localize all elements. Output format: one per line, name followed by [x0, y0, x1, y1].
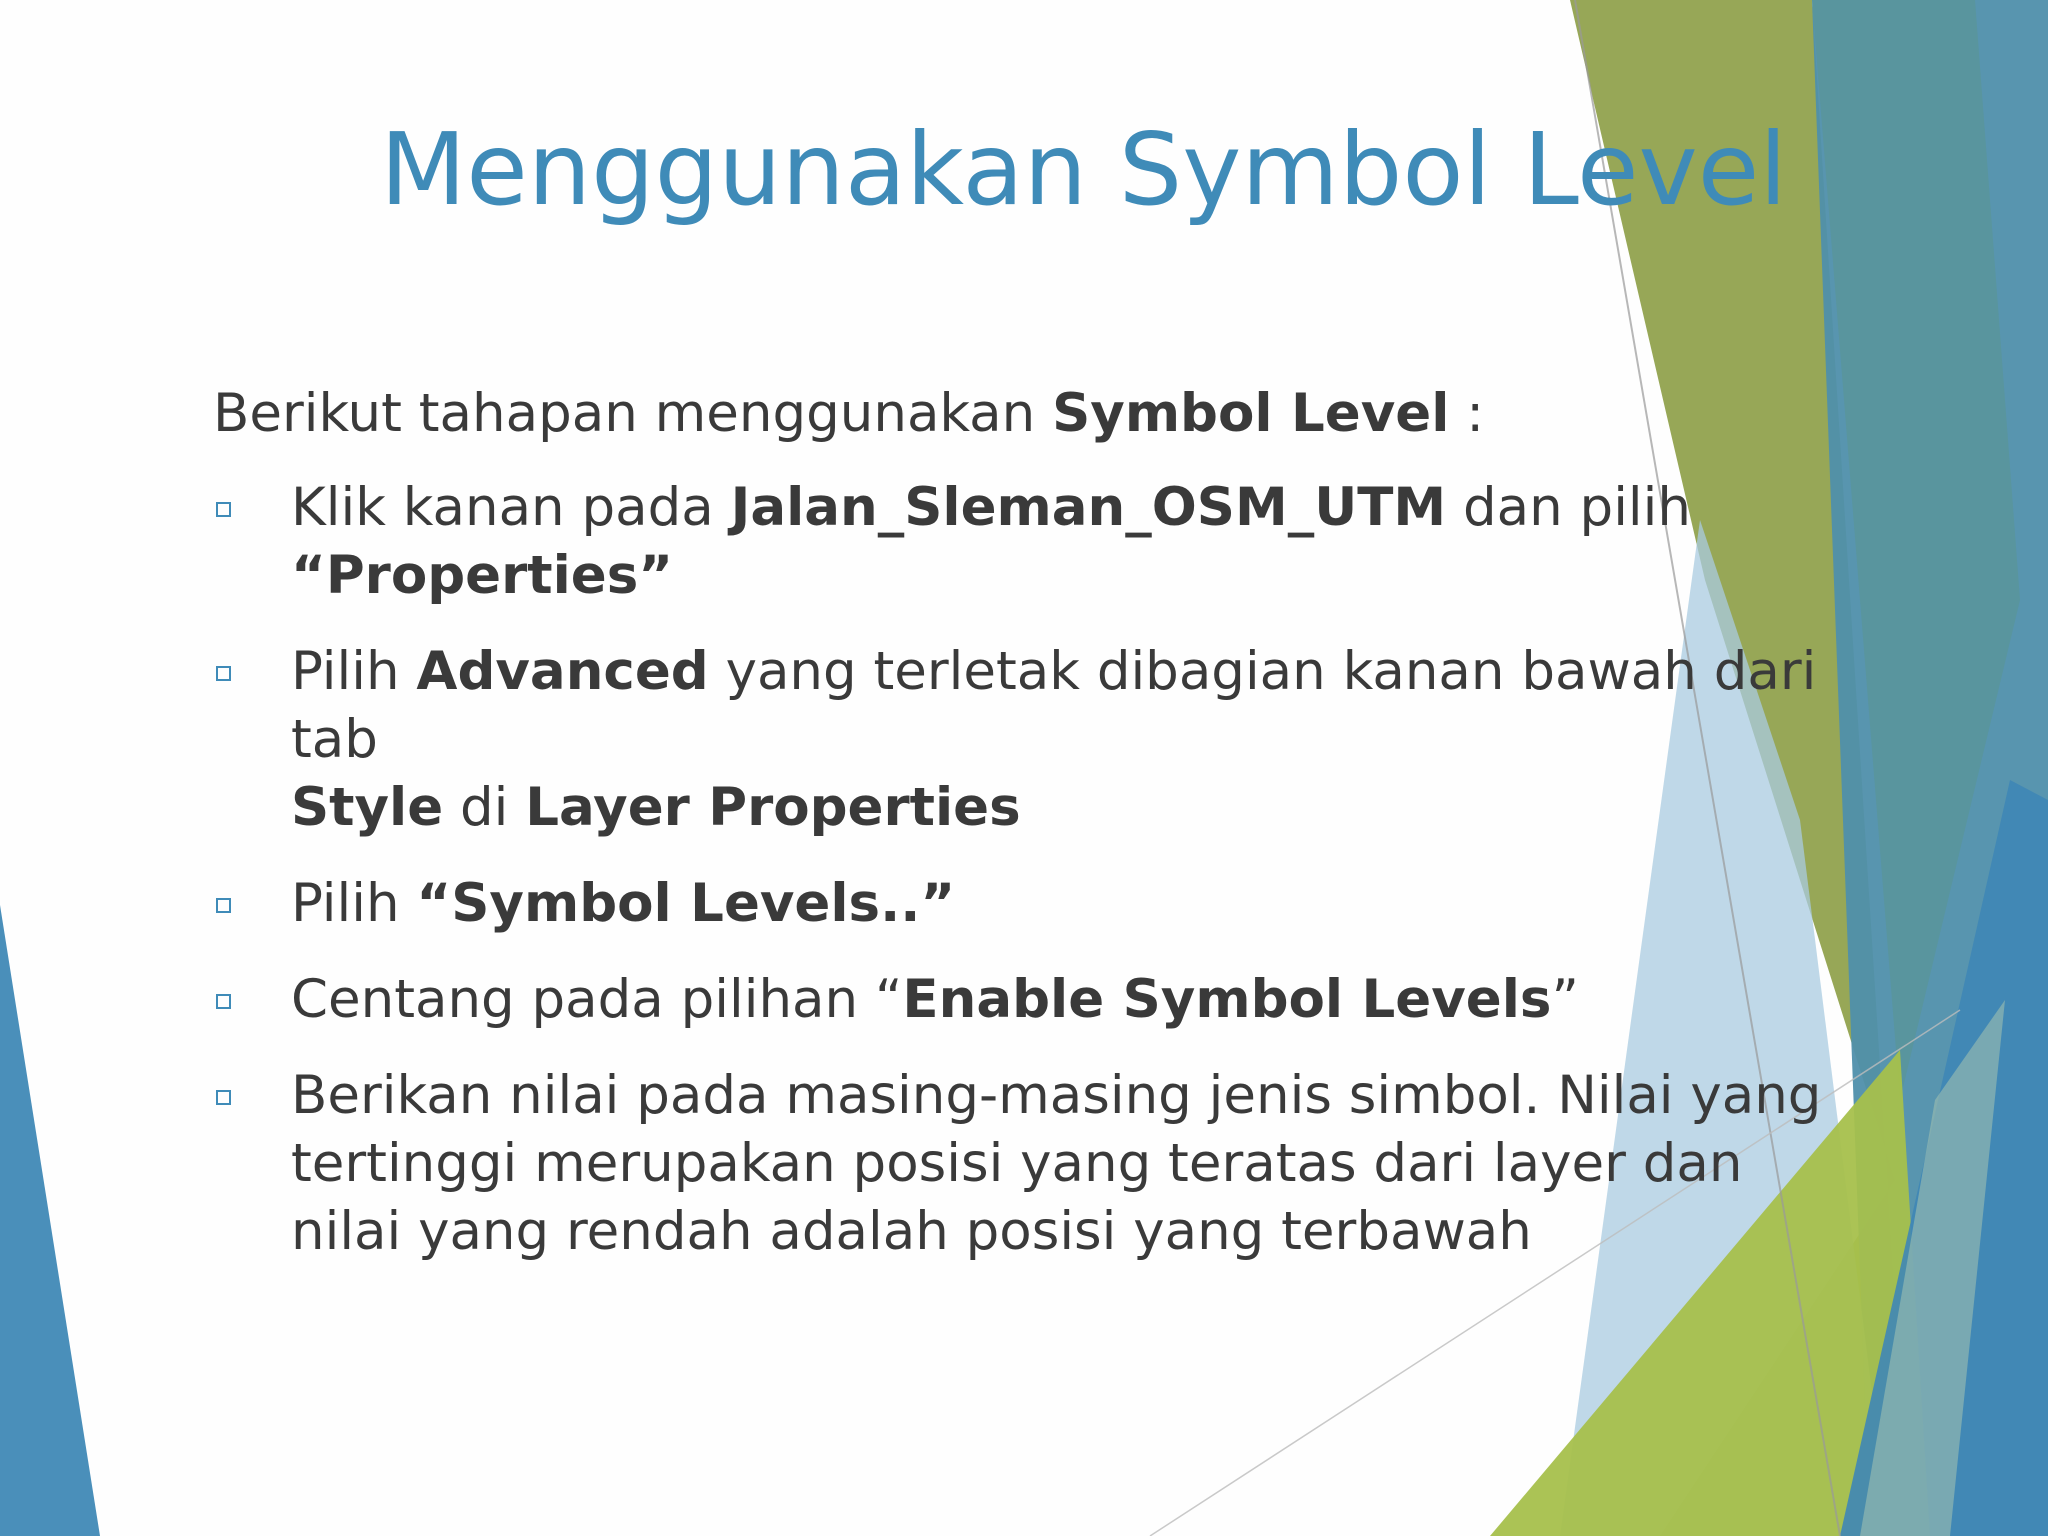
list-item [213, 966, 1853, 1034]
step-bold: Jalan_Sleman_OSM_UTM [730, 477, 1447, 538]
hollow-square-bullet-icon [216, 898, 231, 913]
step-bold: Advanced [416, 641, 709, 702]
step-bold: Enable Symbol Levels [902, 969, 1552, 1030]
step-text: Centang pada pilihan “ [291, 969, 903, 1030]
step-text: di [443, 777, 526, 838]
intro-bold: Symbol Level [1052, 383, 1450, 444]
hollow-square-bullet-icon [216, 666, 231, 681]
left-blue-wedge [0, 905, 100, 1536]
slide-body [213, 380, 1853, 1294]
step-bold: “Symbol Levels..” [416, 873, 956, 934]
step-bold: Style [291, 777, 444, 838]
step-text: Klik kanan pada [291, 477, 731, 538]
step-bold: Layer Properties [525, 777, 1021, 838]
slide-title: Menggunakan Symbol Level [380, 111, 1788, 228]
step-text: yang terletak dibagian kanan bawah dari tab [291, 641, 1817, 770]
hollow-square-bullet-icon [216, 502, 231, 517]
step-text: ” [1551, 969, 1579, 1030]
step-text: Pilih [291, 641, 417, 702]
steps-list [213, 474, 1853, 1266]
step-text: dan pilih [1446, 477, 1691, 538]
step-text: Berikan nilai pada masing-masing jenis simbol. Nilai yang tertinggi merupakan posisi yang teratas dari layer dan nilai yang rendah adalah posisi yang terbawah [291, 1065, 1822, 1262]
list-item [213, 638, 1853, 842]
step-text: Pilih [291, 873, 417, 934]
list-item [213, 870, 1853, 938]
intro-suffix: : [1449, 383, 1485, 444]
hollow-square-bullet-icon [216, 994, 231, 1009]
list-item [213, 474, 1853, 610]
intro-text [213, 380, 1853, 448]
hollow-square-bullet-icon [216, 1090, 231, 1105]
list-item [213, 1062, 1853, 1266]
step-bold: “Properties” [291, 545, 674, 606]
intro-plain: Berikut tahapan menggunakan [213, 383, 1053, 444]
